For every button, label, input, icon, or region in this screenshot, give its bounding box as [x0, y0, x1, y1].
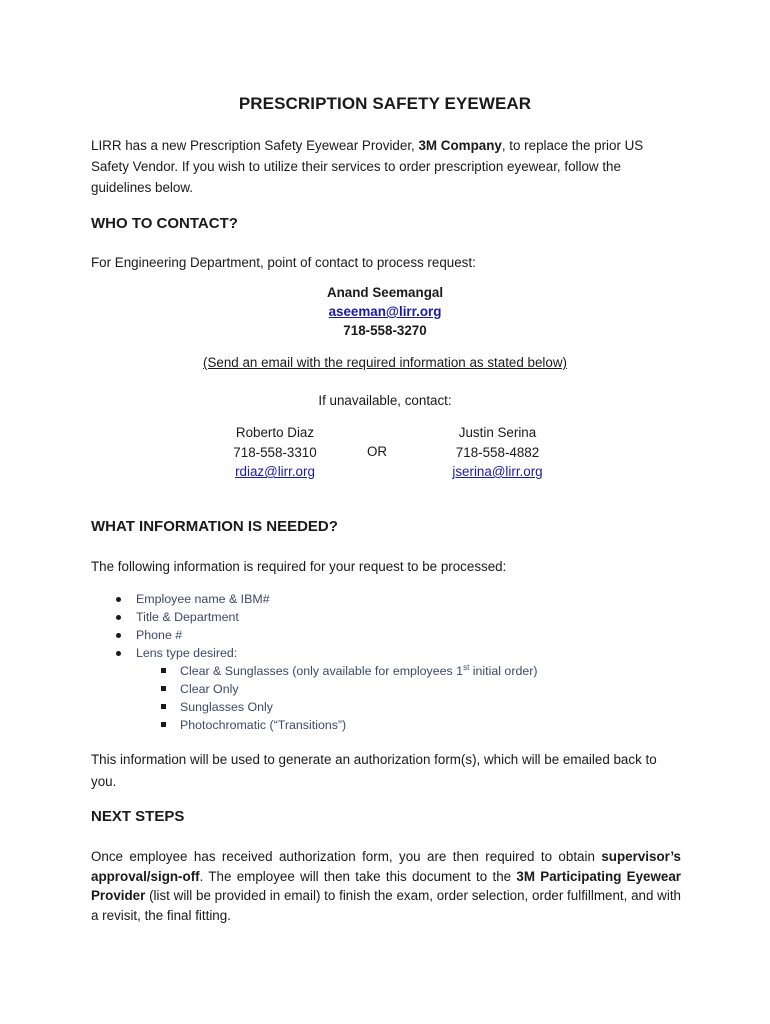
or-separator: OR — [366, 444, 388, 459]
who-to-contact-heading: WHO TO CONTACT? — [91, 215, 238, 232]
primary-contact-name: Anand Seemangal — [326, 285, 444, 300]
provider-name: 3M Company — [418, 138, 502, 153]
list-item: Clear Only — [158, 680, 538, 698]
list-item: Employee name & IBM# — [113, 590, 538, 608]
next-steps-heading: NEXT STEPS — [91, 808, 185, 825]
send-email-note: (Send an email with the required information as stated below) — [203, 355, 567, 370]
bullet-icon — [116, 597, 121, 602]
required-info-list — [113, 590, 538, 734]
primary-contact-phone: 718-558-3270 — [343, 323, 427, 338]
who-intro: For Engineering Department, point of contact to process request: — [91, 255, 476, 270]
lens-type-list — [158, 662, 538, 734]
alt-contact-1-phone: 718-558-3310 — [233, 444, 317, 460]
list-item: Clear & Sunglasses (only available for employees 1st initial order) — [158, 662, 538, 680]
what-intro: The following information is required for your request to be processed: — [91, 559, 507, 574]
alt-contact-2-name: Justin Serina — [458, 425, 537, 440]
primary-contact-email-link[interactable]: aseeman@lirr.org — [328, 304, 442, 319]
list-item: Phone # — [113, 626, 538, 644]
bullet-icon — [116, 633, 121, 638]
list-item: Title & Department — [113, 608, 538, 626]
square-bullet-icon — [161, 668, 166, 673]
next-steps-paragraph: Once employee has received authorization form, you are then required to obtain supervisor’s approval/sign-off. The employee will then take this document to the 3M Participating Eyewear Provider (list will be provided in email) to finish the exam, order selection, order fulfillment, and with a revisit, the final fitting. — [91, 849, 681, 923]
bullet-icon — [116, 651, 121, 656]
unavailable-label: If unavailable, contact: — [318, 393, 452, 408]
alt-contact-2-phone: 718-558-4882 — [455, 444, 540, 460]
list-item: Lens type desired: — [113, 644, 538, 662]
authorization-note: This information will be used to generate an authorization form(s), which will be emailed back to you. — [91, 752, 657, 789]
alt-contact-2 — [430, 423, 565, 482]
bullet-icon — [116, 615, 121, 620]
intro-paragraph: LIRR has a new Prescription Safety Eyewear Provider, 3M Company, to replace the prior US Safety Vendor. If you wish to utilize their services to order prescription eyewear, follow the guidelines below. — [91, 138, 644, 195]
alt-contact-1-name: Roberto Diaz — [235, 425, 315, 440]
square-bullet-icon — [161, 722, 166, 727]
list-item: Sunglasses Only — [158, 698, 538, 716]
alt-contact-1 — [210, 423, 340, 482]
square-bullet-icon — [161, 686, 166, 691]
list-item: Photochromatic (“Transitions”) — [158, 716, 538, 734]
alt-contact-2-email-link[interactable]: jserina@lirr.org — [452, 464, 543, 479]
square-bullet-icon — [161, 704, 166, 709]
page-title: PRESCRIPTION SAFETY EYEWEAR — [238, 94, 532, 113]
what-info-heading: WHAT INFORMATION IS NEEDED? — [91, 518, 338, 535]
alt-contact-1-email-link[interactable]: rdiaz@lirr.org — [235, 464, 315, 479]
